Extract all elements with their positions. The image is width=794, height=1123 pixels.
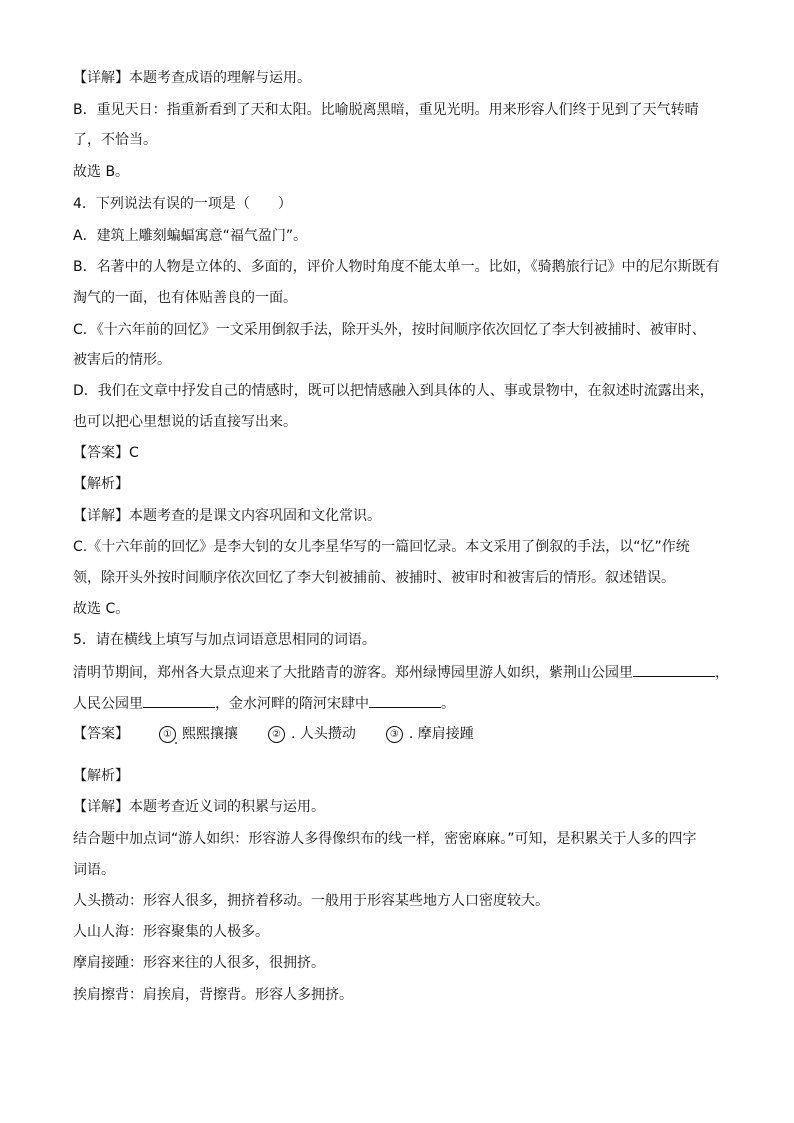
- explanation-q5-line1: 结合题中加点词“游人如织：形容游人多得像织布的线一样，密密麻麻。”可知，是积累关于人多的四字: [73, 831, 697, 847]
- answer-2-number: ②: [268, 726, 285, 743]
- passage-text-1: 清明节期间，郑州各大景点迎来了大批踏青的游客。郑州绿博园里游人如织，紫荆山公园里: [73, 665, 633, 681]
- question-4-option-b-line1: B．名著中的人物是立体的、多面的，评价人物时角度不能太单一。比如，《骑鹅旅行记》中的尼尔斯既有: [73, 259, 720, 275]
- detail-heading-q4: 【详解】本题考查的是课文内容巩固和文化常识。: [73, 508, 381, 524]
- answer-q4: 【答案】C: [73, 445, 139, 461]
- explanation-q5-line2: 词语。: [73, 862, 115, 878]
- question-4-option-a: A．建筑上雕刻蝙蝠寓意“福气盈门”。: [73, 228, 308, 244]
- answer-q5-row: [73, 724, 754, 744]
- answer-2-text: . 人头攒动: [291, 726, 356, 742]
- question-4-stem: 4．下列说法有误的一项是（ ）: [73, 196, 292, 212]
- detail-heading-q5: 【详解】本题考查近义词的积累与运用。: [73, 799, 325, 815]
- passage-comma-1: ，: [715, 665, 729, 681]
- synonym-renshan-renhai: 人山人海：形容聚集的人极多。: [73, 924, 269, 940]
- explanation-q4-line1: C.《十六年前的回忆》是李大钊的女儿李星华写的一篇回忆录。本文采用了倒叙的手法，以“忆”作统: [73, 539, 690, 555]
- analysis-heading-q4: 【解析】: [73, 476, 129, 492]
- explanation-q4-line2: 领，除开头外按时间顺序依次回忆了李大钊被捕前、被捕时、被审时和被害后的情形。叙述错误。: [73, 570, 675, 586]
- fill-blank-3[interactable]: [369, 693, 441, 708]
- answer-label: 【答案】: [73, 726, 129, 742]
- choice-c-conclusion: 故选 C。: [73, 601, 130, 617]
- answer-3-number: ③: [386, 726, 403, 743]
- detail-heading-q3: 【详解】本题考查成语的理解与运用。: [73, 70, 311, 86]
- answer-1-number: ①: [159, 726, 176, 743]
- synonym-aijian-cabei: 挨肩擦背：肩挨肩，背擦背。形容人多拥挤。: [73, 987, 353, 1003]
- question-4-option-d-line2: 也可以把心里想说的话直接写出来。: [73, 414, 297, 430]
- answer-3-text: . 摩肩接踵: [408, 726, 474, 742]
- passage-period: 。: [441, 696, 455, 712]
- fill-blank-2[interactable]: [143, 693, 215, 708]
- analysis-heading-q5: 【解析】: [73, 768, 129, 784]
- choice-b-conclusion: 故选 B。: [73, 164, 130, 180]
- question-5-stem: 5．请在横线上填写与加点词语意思相同的词语。: [73, 632, 376, 648]
- question-5-passage-line2: [73, 693, 754, 714]
- passage-text-2: 人民公园里: [73, 696, 143, 712]
- answer-1-text: 熙熙攘攘: [182, 726, 238, 742]
- stray-dot-mark: [175, 742, 177, 744]
- question-5-passage-line1: [73, 662, 754, 683]
- synonym-mojian-jiezhong: 摩肩接踵：形容来往的人很多，很拥挤。: [73, 955, 325, 971]
- question-4-option-c-line1: C．《十六年前的回忆》一文采用倒叙手法，除开头外，按时间顺序依次回忆了李大钊被捕时、被审时、: [73, 322, 706, 338]
- question-4-option-b-line2: 淘气的一面，也有体贴善良的一面。: [73, 290, 297, 306]
- fill-blank-1[interactable]: [633, 662, 715, 677]
- question-4-option-d-line1: D．我们在文章中抒发自己的情感时，既可以把情感融入到具体的人、事或景物中，在叙述时流露出来，: [73, 383, 714, 399]
- passage-text-3: ，金水河畔的隋河宋肆中: [215, 696, 369, 712]
- explanation-b-line2: 了，不恰当。: [73, 132, 157, 148]
- question-4-option-c-line2: 被害后的情形。: [73, 352, 171, 368]
- explanation-b-line1: B．重见天日：指重新看到了天和太阳。比喻脱离黑暗，重见光明。用来形容人们终于见到了天气转晴: [73, 102, 699, 118]
- synonym-renshan-cuandong: 人头攒动：形容人很多，拥挤着移动。一般用于形容某些地方人口密度较大。: [73, 893, 549, 909]
